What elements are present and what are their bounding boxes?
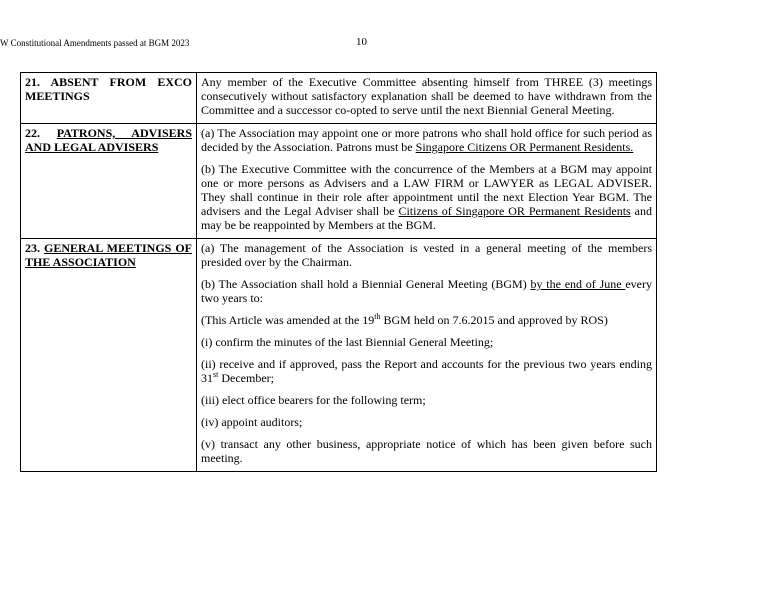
article-heading (21, 73, 197, 124)
underlined-text: by the end of June (530, 277, 626, 291)
paragraph-text: every two years to: (201, 277, 652, 305)
article-body (197, 73, 657, 124)
paragraph-text: BGM held on 7.6.2015 and approved by ROS) (380, 313, 608, 327)
article-body (197, 124, 657, 239)
list-item: (v) transact any other business, appropriate notice of which has been given before such meeting. (201, 437, 652, 465)
underlined-text: Singapore Citizens OR Permanent Residents. (415, 140, 634, 154)
paragraph-text: (ii) receive and if approved, pass the Report and accounts for the previous two years ending 31 (201, 357, 652, 385)
paragraph (201, 126, 652, 154)
page-number: 10 (356, 36, 367, 48)
amendment-note (201, 313, 652, 327)
table-row (21, 124, 657, 239)
table-row (21, 239, 657, 472)
article-body (197, 239, 657, 472)
article-heading (21, 239, 197, 472)
article-title: PATRONS, ADVISERS AND LEGAL ADVISERS (25, 126, 192, 154)
paragraph: Any member of the Executive Committee absenting himself from THREE (3) meetings consecutively without satisfactory explanation shall be deemed to have withdrawn from the Committee and a successor co-opted to serve until the next Biennial General Meeting. (201, 75, 652, 117)
list-item: (iii) elect office bearers for the following term; (201, 393, 426, 407)
article-title: ABSENT FROM EXCO MEETINGS (25, 75, 192, 103)
constitution-table (20, 72, 657, 472)
list-item: (iv) appoint auditors; (201, 415, 303, 429)
paragraph-text: (This Article was amended at the 19 (201, 313, 375, 327)
paragraph-text: December; (218, 371, 274, 385)
paragraph-text: (b) The Executive Committee with the concurrence of the Members at a BGM may appoint one or more persons as Advisers and a LAW FIRM or LAWYER as LEGAL ADVISER. They shall continue in their role after appointment until the next Election Year BGM. The advisers and the Legal Adviser shall be (201, 162, 652, 218)
list-item (201, 357, 652, 385)
paragraph-text: and may be be reappointed by Members at the BGM. (201, 204, 652, 232)
superscript: th (374, 312, 381, 321)
superscript: st (213, 370, 219, 379)
underlined-text: Citizens of Singapore OR Permanent Residents (398, 204, 631, 218)
article-title: GENERAL MEETINGS OF THE ASSOCIATION (25, 241, 193, 269)
paragraph: (a) The management of the Association is vested in a general meeting of the members presided over by the Chairman. (201, 241, 652, 269)
article-heading (21, 124, 197, 239)
article-number: 23. (25, 241, 40, 255)
article-number: 22. (25, 126, 40, 140)
paragraph-text: (b) The Association shall hold a Biennial General Meeting (BGM) (201, 277, 531, 291)
list-item: (i) confirm the minutes of the last Biennial General Meeting; (201, 335, 494, 349)
document-title-header: W Constitutional Amendments passed at BGM 2023 (0, 38, 190, 48)
table-row (21, 73, 657, 124)
article-number: 21. (25, 75, 40, 89)
paragraph-text: (a) The Association may appoint one or more patrons who shall hold office for such period as decided by the Association. Patrons must be (201, 126, 652, 154)
paragraph (201, 277, 652, 305)
paragraph (201, 162, 652, 232)
